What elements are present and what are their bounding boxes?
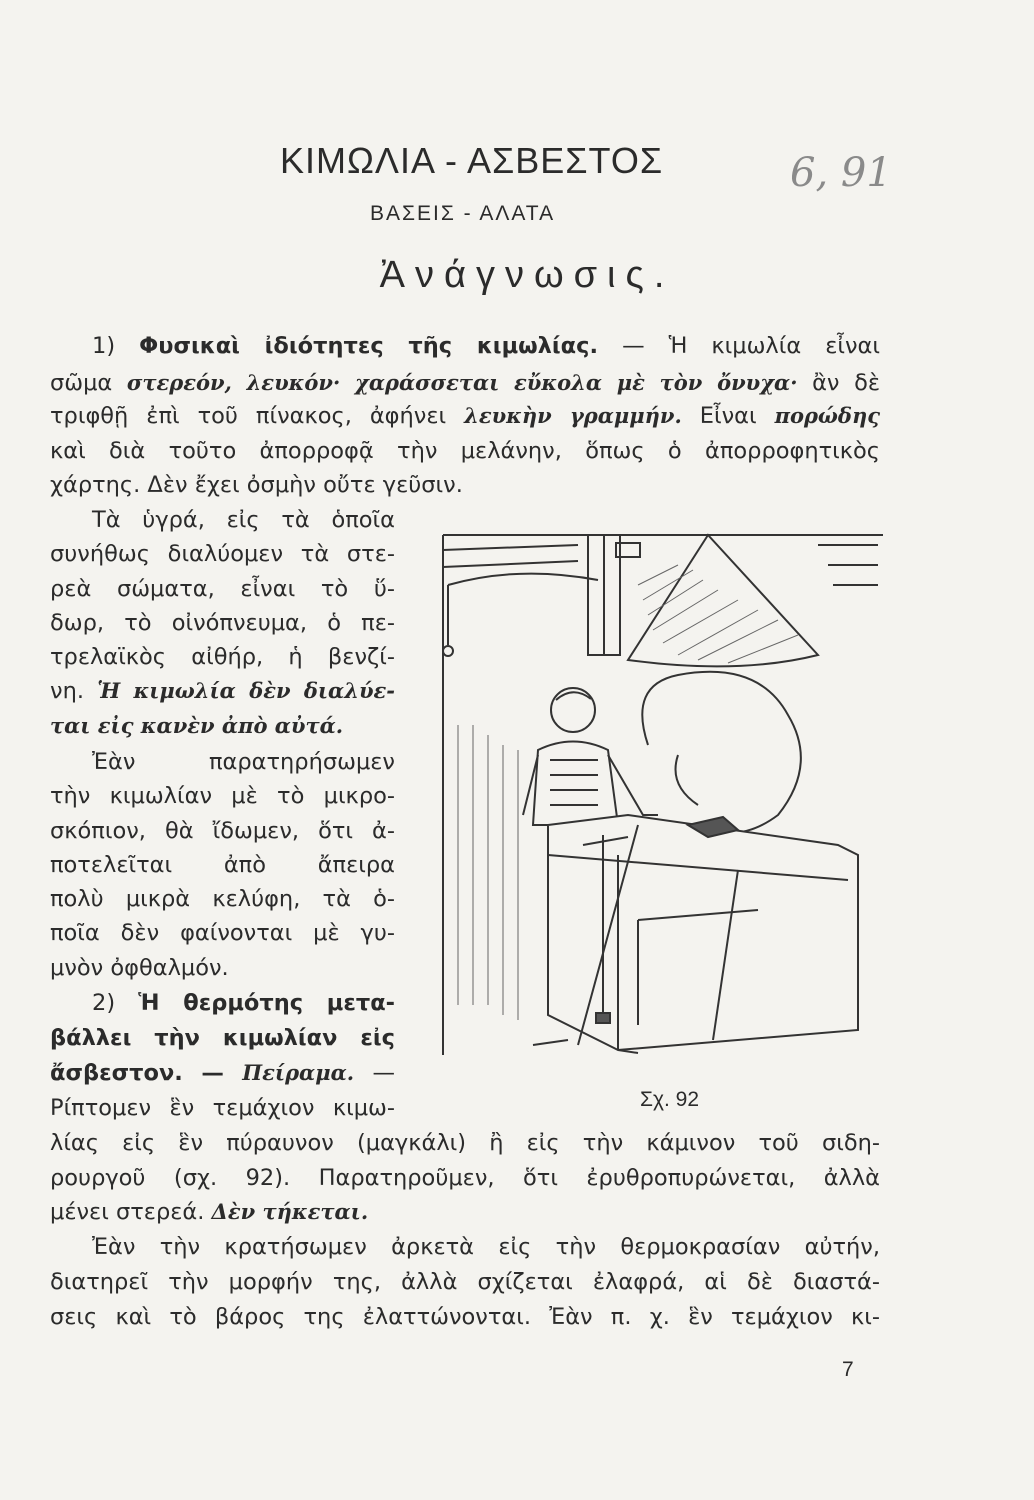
paragraph-number: 2) — [92, 990, 116, 1016]
paragraph-4-line-6: ρουργοῦ (σχ. 92). Παρατηροῦμεν, ὅτι ἐρυθροπυρώνεται, ἀλλὰ — [50, 1165, 880, 1191]
text-span: σῶμα — [50, 370, 113, 396]
paragraph-2-line-6 — [50, 678, 395, 704]
text-span: — Ἡ κιμωλία εἶναι — [622, 333, 881, 359]
text-span: μένει στερεά. — [50, 1199, 205, 1225]
paragraph-4-line-2: βάλλει τὴν κιμωλίαν εἰς — [50, 1025, 395, 1051]
blacksmith-forge-illustration — [438, 525, 888, 1065]
page-number: 7 — [842, 1358, 854, 1381]
paragraph-3-line-6: ποῖα δὲν φαίνονται μὲ γυ- — [50, 920, 395, 946]
paragraph-4-line-1 — [92, 990, 395, 1016]
paragraph-2-line-4: δωρ, τὸ οἰνόπνευμα, ὁ πε- — [50, 610, 395, 636]
paragraph-2-line-7 — [50, 713, 343, 739]
paragraph-2-line-2: συνήθως διαλύομεν τὰ στε- — [50, 541, 395, 567]
section-heading: Ἀνάγνωσις. — [379, 254, 675, 296]
paragraph-4-line-5: λίας εἰς ἓν πύραυνον (μαγκάλι) ἢ εἰς τὴν κάμινον τοῦ σιδη- — [50, 1130, 880, 1156]
dash: — — [201, 1060, 224, 1086]
paragraph-1-line-1 — [92, 333, 880, 359]
figure-92 — [438, 525, 888, 1065]
text-span: τριφθῇ ἐπὶ τοῦ πίνακος, ἀφήνει — [50, 403, 447, 429]
paragraph-2-line-3: ρεὰ σώματα, εἶναι τὸ ὕ- — [50, 576, 395, 602]
paragraph-4-line-3 — [50, 1060, 395, 1086]
text-span: νη. — [50, 678, 84, 704]
emphasis-text: λευκὴν γραμμήν. — [464, 403, 682, 428]
paragraph-3-line-4: ποτελεῖται ἀπὸ ἄπειρα — [50, 852, 395, 878]
emphasis-text: Πείραμα. — [242, 1060, 355, 1085]
page-subtitle: ΒΑΣΕΙΣ - ΑΛΑΤΑ — [370, 202, 556, 225]
paragraph-2-line-1: Τὰ ὑγρά, εἰς τὰ ὁποῖα — [92, 507, 395, 533]
paragraph-5-line-1: Ἐὰν τὴν κρατήσωμεν ἀρκετὰ εἰς τὴν θερμοκρασίαν αὐτήν, — [92, 1234, 880, 1260]
paragraph-heading: Ἡ θερμότης μετα- — [138, 990, 395, 1016]
paragraph-heading: ἄσβεστον. — [50, 1060, 183, 1086]
paragraph-4-line-7 — [50, 1199, 368, 1225]
figure-caption: Σχ. 92 — [640, 1088, 700, 1111]
paragraph-number: 1) — [92, 333, 116, 359]
dash: — — [372, 1060, 396, 1086]
paragraph-2-line-5: τρελαϊκὸς αἰθήρ, ἡ βενζί- — [50, 644, 395, 670]
paragraph-3-line-3: σκόπιον, θὰ ἴδωμεν, ὅτι ἀ- — [50, 818, 395, 844]
paragraph-5-line-3: σεις καὶ τὸ βάρος της ἐλαττώνονται. Ἐὰν π. χ. ἓν τεμάχιον κι- — [50, 1304, 880, 1330]
paragraph-1-line-5: χάρτης. Δὲν ἔχει ὀσμὴν οὔτε γεῦσιν. — [50, 472, 463, 498]
paragraph-1-line-4: καὶ διὰ τοῦτο ἀπορροφᾷ τὴν μελάνην, ὅπως ὁ ἀπορροφητικὸς — [50, 438, 880, 464]
text-span: Εἶναι — [699, 403, 757, 429]
handwritten-note: 6, 91 — [790, 150, 892, 196]
paragraph-5-line-2: διατηρεῖ τὴν μορφήν της, ἀλλὰ σχίζεται ἐλαφρά, αἱ δὲ διαστά- — [50, 1269, 880, 1295]
page-title: ΚΙΜΩΛΙΑ - ΑΣΒΕΣΤΟΣ — [280, 140, 664, 181]
paragraph-3-line-1: Ἐὰν παρατηρήσωμεν — [92, 749, 395, 775]
emphasis-text: Δὲν τήκεται. — [211, 1199, 369, 1224]
emphasis-text: στερεόν, λευκόν· χαράσσεται εὔκολα μὲ τὸν ὄνυχα· — [126, 370, 798, 395]
paragraph-1-line-2 — [50, 370, 880, 396]
paragraph-3-line-7: μνὸν ὀφθαλμόν. — [50, 955, 229, 981]
paragraph-4-line-4: Ρίπτομεν ἓν τεμάχιον κιμω- — [50, 1095, 395, 1121]
paragraph-heading: Φυσικαὶ ἰδιότητες τῆς κιμωλίας. — [139, 333, 599, 359]
paragraph-1-line-3 — [50, 403, 880, 429]
paragraph-3-line-2: τὴν κιμωλίαν μὲ τὸ μικρο- — [50, 783, 395, 809]
paragraph-3-line-5: πολὺ μικρὰ κελύφη, τὰ ὁ- — [50, 886, 395, 912]
text-span: ἂν δὲ — [812, 370, 881, 396]
emphasis-text: πορώδης — [774, 403, 880, 428]
emphasis-text: Ἡ κιμωλία δὲν διαλύε- — [97, 678, 395, 703]
emphasis-text: ται εἰς κανὲν ἀπὸ αὐτά. — [50, 713, 344, 738]
